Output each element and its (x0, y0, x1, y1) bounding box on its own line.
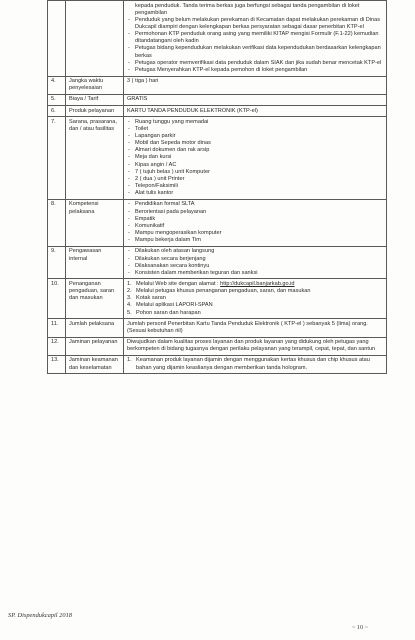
row-value (124, 246, 387, 279)
row-value: Diwujudkan dalam kualitas proses layanan dan produk layanan yang didukung oleh petugas yang berkompeten di bidang tugasnya dengan perilaku pelayanan yang terampil, cepat, tepat, dan santun (124, 337, 387, 355)
row-label: Biaya / Tarif (66, 94, 124, 105)
table-row-competence (48, 199, 387, 246)
row-value (124, 199, 387, 246)
row-label: Penanganan pengaduan, saran dan masukan (66, 279, 124, 319)
table-row-facilities (48, 117, 387, 200)
list-item: - 7 ( tujuh belas ) unit Komputer (127, 169, 384, 176)
complaints-list (127, 281, 384, 317)
table-row-staff (48, 319, 387, 337)
list-item: - Pendidikan formal SLTA (127, 201, 384, 208)
supervision-list (127, 248, 384, 277)
table-row-service-guarantee (48, 337, 387, 355)
row-value: 3 ( tiga ) hari (124, 76, 387, 94)
row-number: 13. (48, 355, 66, 373)
row-value: Jumlah personil Penerbitan Kartu Tanda Penduduk Elektronik ( KTP-el ) sebanyak 5 (lima) orang. (Sesuai kebutuhan riil) (124, 319, 387, 337)
list-item: - Meja dan kursi (127, 154, 384, 161)
list-item: 5. Pohon saran dan harapan (127, 309, 201, 316)
service-standard-table (47, 0, 387, 374)
table-row-supervision (48, 246, 387, 279)
row-value (124, 279, 387, 319)
list-item: - Alat tulis kantor (127, 190, 384, 197)
list-item: - Mobil dan Sepeda motor dinas (127, 140, 384, 147)
list-item: - Konsisten dalam memberikan teguran dan sanksi (127, 270, 384, 277)
table-row-duration (48, 76, 387, 94)
list-item: - Lapangan parkir (127, 133, 384, 140)
row-label: Produk pelayanan (66, 106, 124, 117)
facilities-list (127, 119, 384, 198)
row-label: Kompetensi pelaksana (66, 199, 124, 246)
row-number: 12. (48, 337, 66, 355)
security-list (127, 357, 384, 371)
table-row-complaints (48, 279, 387, 319)
row-label: Jaminan pelayanan (66, 337, 124, 355)
list-item: - Petugas Menyerahkan KTP-el kepada pemohon di loket pengambilan (127, 67, 384, 74)
row-label: Jumlah pelaksana (66, 319, 124, 337)
list-item: - Berorientasi pada pelayanan (127, 209, 384, 216)
row-value: GRATIS (124, 94, 387, 105)
table-row-fee (48, 94, 387, 105)
competence-list (127, 201, 384, 244)
cell-value (124, 1, 387, 77)
procedure-list (127, 17, 384, 74)
list-item: - Kipas angin / AC (127, 162, 384, 169)
list-item: - Komunikatif (127, 223, 384, 230)
row-label: Jangka waktu penyelesaian (66, 76, 124, 94)
list-item: - Ruang tunggu yang memadai (127, 119, 384, 126)
row-value (124, 117, 387, 200)
list-item: - Mampu bekerja dalam Tim (127, 237, 384, 244)
table-row-continuation (48, 1, 387, 77)
list-item: 1. Melalui Web site dengan alamat : http://dukcapil.banjarkab.go.id (127, 280, 295, 287)
list-item: - Penduduk yang belum melakukan perekaman di Kecamatan dapat melakukan perekaman di Dinas Dukcapil diampiri dengan kelengkapan berkas persyaratan sebagai dasar penerbitan KTP-el (127, 17, 384, 31)
list-item: - Dilakukan secara berjenjang (127, 256, 384, 263)
row-number: 9. (48, 246, 66, 279)
list-item: - Petugas operator memverifikasi data penduduk dalam SIAK dan jika sudah benar mencetak KTP-el (127, 60, 384, 67)
row-number: 4. (48, 76, 66, 94)
list-item: - Mampu mengoperasikan komputer (127, 230, 384, 237)
list-item: - Telepon/Faksimili (127, 183, 384, 190)
page-number: ~ 10 ~ (352, 624, 368, 631)
website-link[interactable]: http://dukcapil.banjarkab.go.id (220, 280, 295, 287)
list-item: - Almari dokumen dan rak arsip (127, 147, 384, 154)
list-item: - Dilaksanakan secara kontinyu (127, 263, 384, 270)
row-value: KARTU TANDA PENDUDUK ELEKTRONIK (KTP-el) (124, 106, 387, 117)
table-row-product (48, 106, 387, 117)
list-item: 2. Melalui petugas khusus penanganan pengaduan, saran, dan masukan (127, 288, 311, 295)
cell-label (66, 1, 124, 77)
table-row-security-guarantee (48, 355, 387, 373)
cell-no (48, 1, 66, 77)
row-value (124, 355, 387, 373)
row-number: 11. (48, 319, 66, 337)
list-item: - Permohonan KTP penduduk orang asing yang memiliki KITAP mengisi Formulir (F.1-22) kemudian ditandatangani oleh kadin (127, 31, 384, 45)
continuation-text: kepada penduduk. Tanda terima berkas juga berfungsi sebagai tanda pengambilan di loket pengambilan (135, 2, 360, 16)
footer-document-code: SP. Dispendukcapil 2018 (8, 612, 72, 619)
list-item: 1. Keamanan produk layanan dijamin dengan menggunakan kertas khusus dan chip khusus atau bahan yang dijamin keaslianya dengan memberikan tanda hologram. (127, 357, 370, 371)
list-item: - Empatik (127, 216, 384, 223)
row-label: Jaminan keamanan dan keselamatan (66, 355, 124, 373)
row-number: 8. (48, 199, 66, 246)
row-number: 5. (48, 94, 66, 105)
list-item: - 2 ( dua ) unit Printer (127, 176, 384, 183)
list-item: - Dilakukan oleh atasan langsung (127, 248, 384, 255)
list-item: - Petugas bidang kependudukan melakukan verifikasi data kependudukan berdasarkan kelengkapan berkas (127, 45, 384, 59)
row-label: Sarana, prasarana, dan / atau fasilitas (66, 117, 124, 200)
list-item: 4. Melalui aplikasi LAPORI-SPAN (127, 302, 213, 309)
row-number: 7. (48, 117, 66, 200)
list-item: - Toilet (127, 126, 384, 133)
list-item: 3. Kotak saran (127, 295, 166, 302)
row-number: 10. (48, 279, 66, 319)
row-label: Pengawasan internal (66, 246, 124, 279)
row-number: 6. (48, 106, 66, 117)
